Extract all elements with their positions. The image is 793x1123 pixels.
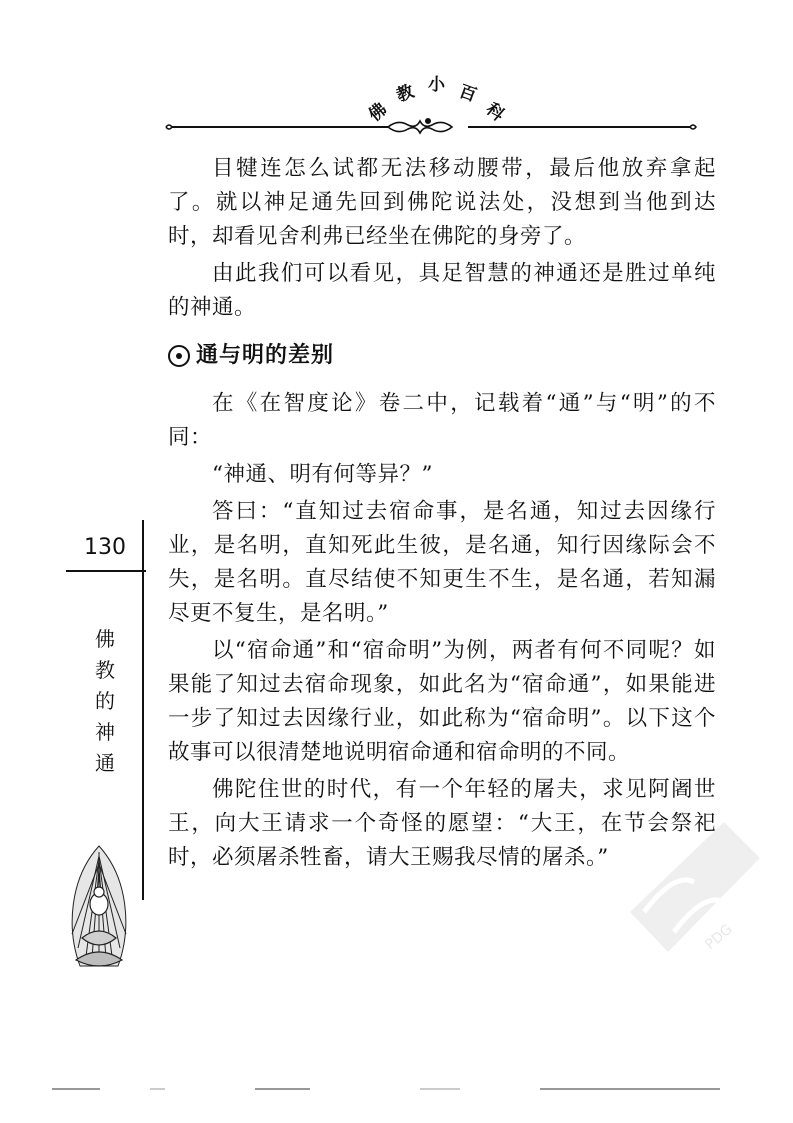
footer-scan-lines (0, 1085, 793, 1097)
header-title-char-1: 佛 (365, 99, 392, 126)
header-title-char-4: 百 (456, 81, 480, 107)
watermark-logo (614, 812, 764, 982)
section-heading-text: 通与明的差别 (196, 343, 335, 368)
paragraph: 在《在智度论》卷二中，记载着“通”与“明”的不同： (168, 391, 716, 450)
chapter-title-char: 的 (95, 689, 115, 713)
paragraph: “神通、明有何等异？” (212, 462, 433, 487)
paragraph: 答曰：“直知过去宿命事，是名通，知过去因缘行业，是名明，直知死此生彼，是名通，知行因缘际会不失，是名明。直尽结使不知更生不生，是名通，若知漏尽更不复生，是名明。” (168, 499, 716, 626)
chapter-title-char: 神 (95, 720, 115, 744)
paragraph: 以“宿命通”和“宿命明”为例，两者有何不同呢？如果能了知过去宿命现象，如此名为“宿命通”，如果能进一步了知过去因缘行业，如此称为“宿命明”。以下这个故事可以很清楚地说明宿命通和宿命明的不同。 (168, 638, 716, 765)
watermark-text: PDG (702, 921, 736, 954)
chapter-title-char: 佛 (95, 627, 115, 651)
chapter-title-vertical (90, 624, 120, 779)
paragraph: 由此我们可以看见，具足智慧的神通还是胜过单纯的神通。 (168, 261, 716, 320)
section-heading (168, 339, 716, 373)
header-title-char-2: 教 (393, 81, 417, 107)
chapter-title-char: 通 (95, 751, 115, 775)
circle-dot-icon (168, 345, 190, 367)
sidebar-horizontal-rule (66, 570, 146, 572)
buddha-ornament-icon (62, 838, 136, 978)
page-number: 130 (84, 535, 126, 560)
main-text (168, 152, 716, 878)
sidebar-vertical-rule (142, 520, 144, 900)
chapter-title-char: 教 (95, 658, 115, 682)
header-rule-ornament (0, 0, 793, 140)
header-title-char-5: 科 (481, 99, 508, 126)
paragraph: 佛陀住世的时代，有一个年轻的屠夫，求见阿阇世王，向大王请求一个奇怪的愿望：“大王，在节会祭祀时，必须屠杀牲畜，请大王赐我尽情的屠杀。” (168, 777, 716, 870)
header-title-char-3: 小 (428, 75, 445, 95)
page-header (0, 0, 793, 140)
paragraph: 目犍连怎么试都无法移动腰带，最后他放弃拿起了。就以神足通先回到佛陀说法处，没想到当他到达时，却看见舍利弗已经坐在佛陀的身旁了。 (168, 156, 716, 249)
